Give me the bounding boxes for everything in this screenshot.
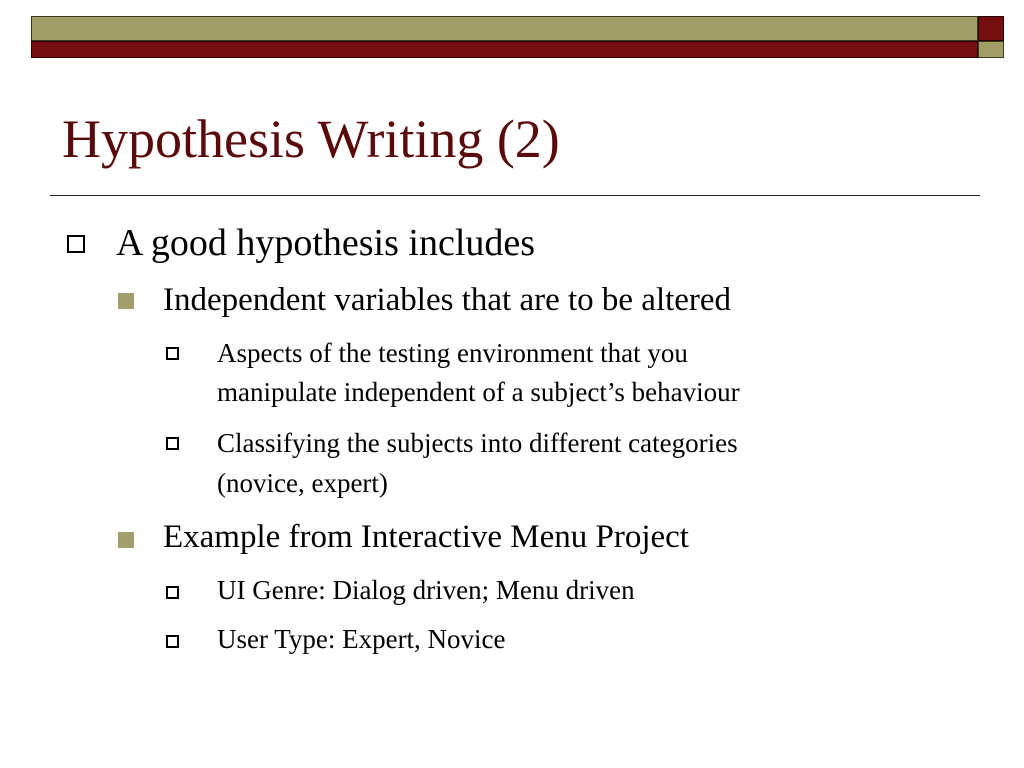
filled-square-bullet-icon [118, 293, 134, 309]
header-olive-bar [31, 16, 978, 41]
header-maroon-bar [31, 41, 978, 58]
hollow-square-bullet-icon [166, 437, 179, 450]
title-divider [50, 195, 980, 196]
bullet-level3-line: User Type: Expert, Novice [217, 624, 506, 654]
bullet-level3-line: Classifying the subjects into different categories [217, 428, 738, 458]
bullet-level2-text: Example from Interactive Menu Project [163, 519, 689, 555]
bullet-level3-line: manipulate independent of a subject’s behaviour [217, 377, 740, 407]
bullet-level3-line: UI Genre: Dialog driven; Menu driven [217, 575, 635, 605]
bullet-level3-line: (novice, expert) [217, 468, 388, 498]
filled-square-bullet-icon [118, 532, 134, 548]
hollow-square-bullet-icon [67, 235, 85, 253]
hollow-square-bullet-icon [166, 635, 179, 648]
bullet-level2-text: Independent variables that are to be altered [163, 282, 732, 318]
hollow-square-bullet-icon [166, 347, 179, 360]
hollow-square-bullet-icon [166, 586, 179, 599]
bullet-level1-text: A good hypothesis includes [116, 222, 536, 264]
bullet-level3-line: Aspects of the testing environment that you [217, 338, 688, 368]
header-corner-maroon-square [978, 16, 1004, 41]
header-corner-olive-square [978, 41, 1004, 58]
slide-title: Hypothesis Writing (2) [62, 109, 560, 169]
